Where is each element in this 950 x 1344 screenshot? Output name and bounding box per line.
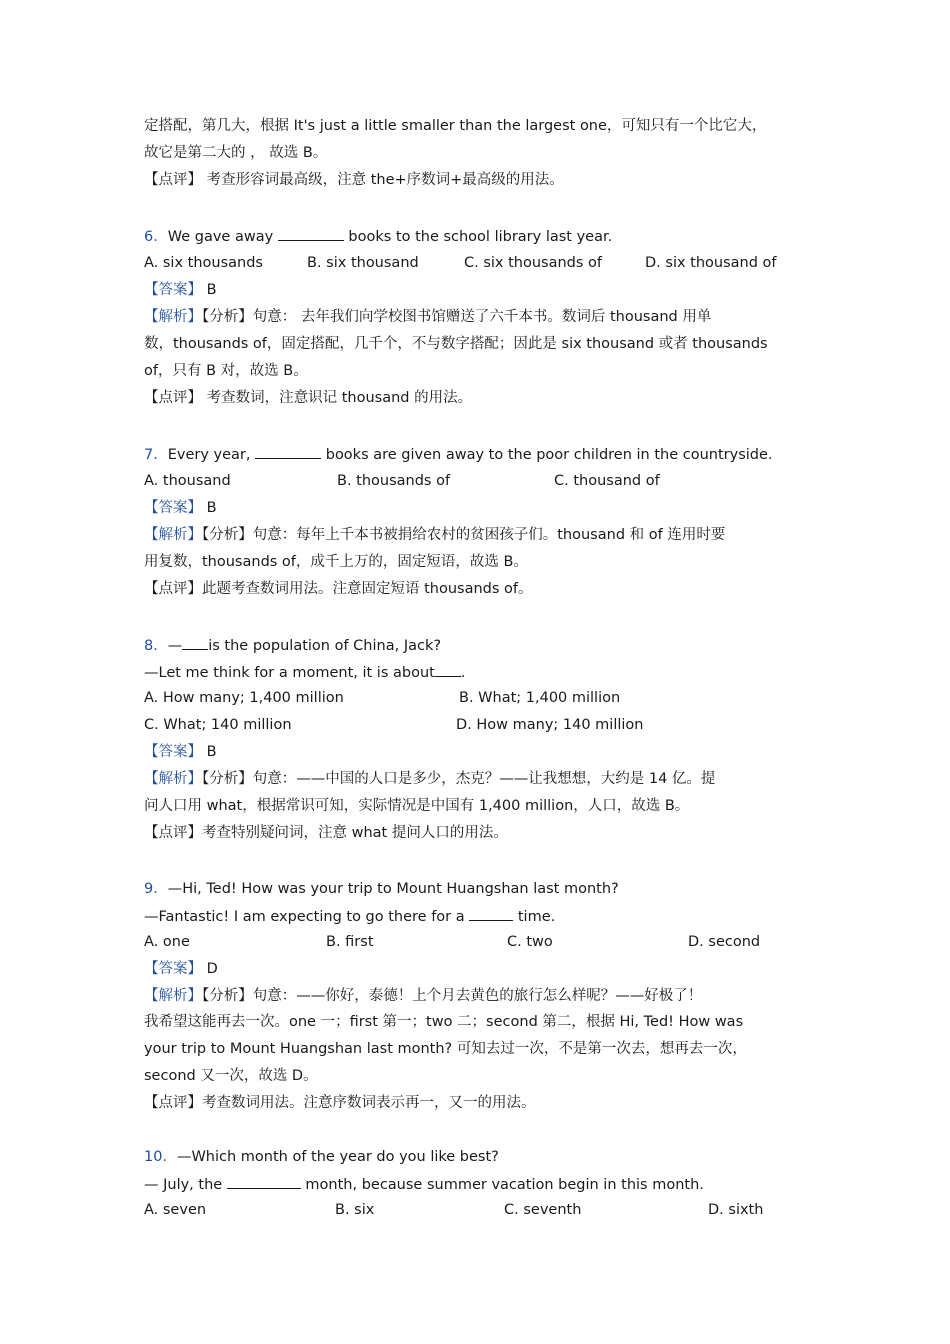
answer-blank	[278, 226, 344, 241]
comment-line: 【点评】考查特别疑问词，注意 what 提问人口的用法。	[144, 825, 508, 841]
analysis-tag: 【解析】	[144, 309, 202, 325]
analysis-line	[144, 525, 725, 545]
question-number: 6．	[144, 229, 168, 245]
analysis-line: 我希望这能再去一次。one 一；first 第一；two 二；second 第二，根据 Hi, Ted! How was	[144, 1014, 744, 1030]
question-7-stem	[144, 444, 773, 465]
stem-text: — July, the	[144, 1177, 227, 1193]
answer-blank	[227, 1174, 301, 1189]
question-number: 8．	[144, 638, 168, 654]
option-a: A. seven	[144, 1202, 207, 1218]
stem-text: —	[167, 638, 183, 654]
question-number: 10．	[144, 1149, 177, 1165]
answer-tag: 【答案】	[144, 961, 202, 977]
answer-value: B	[206, 282, 217, 298]
answer-blank	[182, 635, 208, 650]
answer-tag: 【答案】	[144, 744, 202, 760]
analysis-text: 【分析】句意：——你好，泰德！上个月去黄色的旅行怎么样呢？——好极了！	[202, 988, 703, 1004]
option-a: A. one	[144, 934, 190, 950]
question-9-stem	[144, 879, 619, 899]
question-10-stem	[144, 1147, 499, 1167]
option-a: A. thousand	[144, 473, 231, 489]
analysis-tag: 【解析】	[144, 771, 202, 787]
question-number: 9．	[144, 881, 168, 897]
question-9-reply	[144, 906, 555, 927]
stem-text: —Let me think for a moment, it is about	[144, 665, 435, 681]
answer-blank	[435, 662, 461, 677]
option-c: C. seventh	[504, 1202, 582, 1218]
stem-text: books to the school library last year.	[343, 229, 613, 245]
question-number: 7．	[144, 447, 168, 463]
text-line: 定搭配，第几大，根据 It's just a little smaller than the largest one，可知只有一个比它大，	[144, 118, 767, 134]
option-d: D. How many; 140 million	[456, 717, 644, 733]
analysis-line	[144, 986, 702, 1006]
option-d: D. sixth	[708, 1202, 764, 1218]
answer-line	[144, 742, 217, 762]
question-10-reply	[144, 1174, 704, 1195]
analysis-text: 【分析】句意：——中国的人口是多少，杰克？——让我想想，大约是 14 亿。提	[202, 771, 716, 787]
answer-line	[144, 959, 218, 979]
text-line: 故它是第二大的 ， 故选 B。	[144, 145, 328, 161]
comment-line: 【点评】 考查数词，注意识记 thousand 的用法。	[144, 390, 473, 406]
stem-text: —Fantastic! I am expecting to go there for a	[144, 909, 470, 925]
question-8-stem	[144, 635, 441, 656]
analysis-line: 问人口用 what，根据常识可知，实际情况是中国有 1,400 million，人口，故选 B。	[144, 798, 690, 814]
question-6-stem	[144, 226, 612, 247]
comment-line: 【点评】考查数词用法。注意序数词表示再一，又一的用法。	[144, 1095, 536, 1111]
answer-value: B	[206, 500, 217, 516]
analysis-tag: 【解析】	[144, 988, 202, 1004]
option-d: D. second	[688, 934, 761, 950]
option-a: A. How many; 1,400 million	[144, 690, 344, 706]
option-a: A. six thousands	[144, 255, 263, 271]
analysis-text: 【分析】句意： 去年我们向学校图书馆赠送了六千本书。数词后 thousand 用单	[202, 309, 712, 325]
stem-text: —Hi, Ted! How was your trip to Mount Huangshan last month?	[167, 881, 619, 897]
answer-line	[144, 498, 217, 518]
analysis-line	[144, 307, 711, 327]
analysis-line: second 又一次，故选 D。	[144, 1068, 318, 1084]
option-c: C. What; 140 million	[144, 717, 292, 733]
option-b: B. first	[326, 934, 374, 950]
stem-text: Every year,	[167, 447, 256, 463]
answer-blank	[469, 906, 513, 921]
stem-text: .	[460, 665, 466, 681]
comment-line: 【点评】此题考查数词用法。注意固定短语 thousands of。	[144, 581, 533, 597]
analysis-line: your trip to Mount Huangshan last month? 可知去过一次，不是第一次去，想再去一次，	[144, 1041, 747, 1057]
answer-tag: 【答案】	[144, 500, 202, 516]
analysis-text: 【分析】句意：每年上千本书被捐给农村的贫困孩子们。thousand 和 of 连用时要	[202, 527, 726, 543]
answer-value: D	[206, 961, 218, 977]
analysis-line	[144, 769, 715, 789]
option-d: D. six thousand of	[645, 255, 777, 271]
analysis-line: 数，thousands of，固定搭配，几千个，不与数字搭配；因此是 six thousand 或者 thousands	[144, 336, 768, 352]
answer-line	[144, 280, 217, 300]
option-b: B. six	[335, 1202, 375, 1218]
option-c: C. six thousands of	[464, 255, 603, 271]
answer-blank	[255, 444, 321, 459]
option-c: C. two	[507, 934, 553, 950]
option-c: C. thousand of	[554, 473, 660, 489]
question-8-reply	[144, 662, 465, 683]
option-b: B. thousands of	[337, 473, 451, 489]
stem-text: We gave away	[167, 229, 278, 245]
comment-line: 【点评】 考查形容词最高级，注意 the+序数词+最高级的用法。	[144, 172, 564, 188]
stem-text: time.	[513, 909, 556, 925]
stem-text: month, because summer vacation begin in this month.	[300, 1177, 704, 1193]
stem-text: —Which month of the year do you like best?	[176, 1149, 499, 1165]
stem-text: books are given away to the poor children in the countryside.	[321, 447, 773, 463]
answer-value: B	[206, 744, 217, 760]
analysis-line: 用复数，thousands of，成千上万的，固定短语，故选 B。	[144, 554, 528, 570]
answer-tag: 【答案】	[144, 282, 202, 298]
analysis-line: of，只有 B 对，故选 B。	[144, 363, 308, 379]
stem-text: is the population of China, Jack?	[208, 638, 442, 654]
analysis-tag: 【解析】	[144, 527, 202, 543]
option-b: B. six thousand	[307, 255, 419, 271]
option-b: B. What; 1,400 million	[459, 690, 621, 706]
